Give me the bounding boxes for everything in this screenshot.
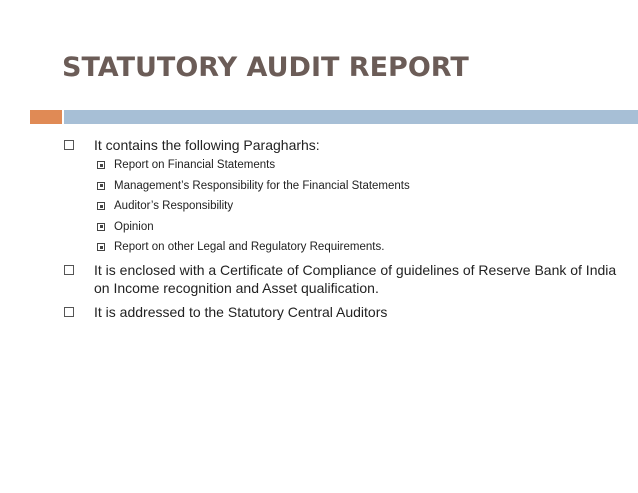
sub-bullet-item [94, 158, 622, 172]
bullet-item [62, 136, 622, 254]
filled-square-icon [97, 243, 105, 251]
bullet-text: It is enclosed with a Certificate of Compliance of guidelines of Reserve Bank of India on Income recognition and Asset qualification. [94, 261, 617, 296]
bullet-item [62, 303, 622, 321]
hollow-square-icon [64, 307, 74, 317]
sub-bullet-text: Management’s Responsibility for the Financial Statements [114, 179, 410, 192]
slide-content [62, 136, 622, 327]
sub-bullet-text: Report on other Legal and Regulatory Requirements. [114, 241, 385, 253]
sub-bullet-item [94, 179, 622, 193]
hollow-square-icon [64, 265, 74, 275]
divider-bar [64, 110, 638, 124]
bullet-text: It contains the following Paragharhs: [94, 137, 320, 153]
slide-title: STATUTORY AUDIT REPORT [62, 52, 469, 83]
hollow-square-icon [64, 140, 74, 150]
sub-bullet-text: Opinion [114, 220, 154, 233]
title-divider [0, 110, 638, 124]
filled-square-icon [97, 161, 105, 169]
sub-bullet-item [94, 199, 622, 213]
sub-bullet-item [94, 240, 622, 254]
sub-bullet-text: Report on Financial Statements [114, 159, 276, 171]
divider-accent [30, 110, 62, 124]
filled-square-icon [97, 223, 105, 231]
sub-bullet-text: Auditor’s Responsibility [114, 200, 234, 212]
bullet-item [62, 261, 622, 297]
sub-bullet-item [94, 220, 622, 234]
filled-square-icon [97, 182, 105, 190]
sub-list [94, 158, 622, 254]
bullet-text: It is addressed to the Statutory Central Auditors [94, 303, 388, 320]
filled-square-icon [97, 202, 105, 210]
